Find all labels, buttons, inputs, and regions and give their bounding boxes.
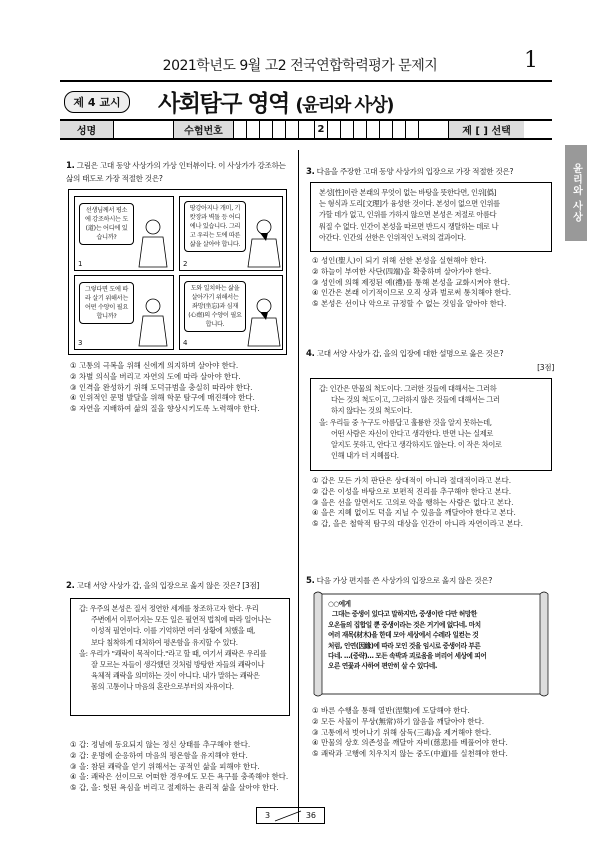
choice-4[interactable]: ④ 인간은 본래 이기적이므로 오직 상과 벌로써 통치해야 한다. <box>312 288 512 298</box>
info-spacer <box>419 121 449 138</box>
passage-line: 갑: 우주의 본성은 질서 정연한 세계를 창조하고자 한다. 우리 <box>79 604 259 613</box>
choice-2[interactable]: ② 갑은 이성을 바탕으로 보편적 진리를 추구해야 한다고 본다. <box>312 486 512 496</box>
exam-no-box[interactable] <box>273 121 286 138</box>
question-2-stem <box>66 580 292 593</box>
passage-line: 본성[性]이란 본래의 무엇이 없는 바탕을 뜻한다면, 인위[僞] <box>319 188 497 197</box>
exam-no-box[interactable] <box>328 121 341 138</box>
question-3-number: 3. <box>306 167 315 177</box>
passage-line: 는 형식과 도리[文理]가 융성한 것이다. 본성이 없으면 인위를 <box>319 199 500 209</box>
choice-3[interactable]: ③ 인격을 완성하기 위해 도덕규범을 충실히 따라야 한다. <box>70 382 253 392</box>
column-divider <box>298 150 299 822</box>
letter-line: ○○에게 <box>328 600 351 608</box>
letter-line: 오온들의 집합일 뿐 중생이라는 것은 거기에 없다네. 마치 <box>328 620 481 629</box>
passage-line: 이성적 필연이다. 이를 기억하면 여러 상황에 처했을 때, <box>91 626 256 636</box>
exam-no-box[interactable] <box>341 121 354 138</box>
interviewer-figure <box>135 296 171 348</box>
exam-no-box[interactable] <box>286 121 299 138</box>
footer-total: 36 <box>305 811 316 820</box>
choice-5[interactable]: ⑤ 쾌락과 고행에 치우치지 않는 중도(中道)를 실천해야 한다. <box>312 749 508 759</box>
question-1-cartoon <box>68 189 287 355</box>
passage-line: 보다 침착하게 대처하여 평온함을 유지할 수 있다. <box>91 637 238 647</box>
choice-3[interactable]: ③ 성인에 의해 제정된 예(禮)를 통해 본성을 교화시켜야 한다. <box>312 277 510 287</box>
passage-line: 워질 수 없다. 인간이 본성을 따르면 반드시 쟁탈하는 데로 나 <box>319 221 499 231</box>
choice-4[interactable]: ④ 만물의 상호 의존성을 깨달아 자비(慈悲)를 베풀어야 한다. <box>312 738 508 748</box>
question-1-stem <box>66 160 292 184</box>
choice-1[interactable]: ① 갑: 정념에 동요되지 않는 정신 상태를 추구해야 한다. <box>70 740 251 749</box>
panel-number: 2 <box>183 260 188 268</box>
exam-no-box[interactable] <box>247 121 260 138</box>
panel-number: 1 <box>78 260 83 268</box>
exam-no-box[interactable] <box>393 121 406 138</box>
exam-no-box[interactable] <box>260 121 273 138</box>
sage-figure <box>246 217 282 269</box>
header-rule <box>60 80 552 82</box>
question-4-points: [3점] <box>537 363 554 372</box>
candidate-info-bar <box>60 119 552 140</box>
choice-1[interactable]: ① 성인(聖人)이 되기 위해 선한 본성을 실현해야 한다. <box>312 256 487 265</box>
passage-line: 을: 우리가 "쾌락이 목적이다."라고 할 때, 여기서 쾌락은 우리를 <box>79 648 267 658</box>
question-5-letter <box>328 599 542 672</box>
passage-line: 하지 않다는 것의 척도이다. <box>331 406 413 416</box>
choice-3[interactable]: ③ 고통에서 벗어나기 위해 삼독(三毒)을 제거해야 한다. <box>312 727 492 737</box>
question-2-text: 고대 서양 사상가 갑, 을의 입장으로 옳지 않은 것은? [3점] <box>76 581 260 590</box>
name-field[interactable] <box>114 121 174 138</box>
question-4-stem <box>306 348 554 361</box>
choice-3[interactable]: ③ 을은 선을 알면서도 고의로 악을 행하는 사람은 없다고 본다. <box>312 497 514 507</box>
choice-4[interactable]: ④ 을: 쾌락은 선이므로 어떠한 경우에도 모든 욕구를 충족해야 한다. <box>70 772 289 782</box>
choice-3[interactable]: ③ 을: 참된 쾌락을 얻기 위해서는 공적인 삶을 피해야 한다. <box>70 761 260 771</box>
question-5-stem <box>306 575 554 588</box>
question-2-choices <box>70 740 294 794</box>
footer-page: 3 <box>265 811 271 820</box>
passage-line: 몸의 고통이나 마음의 혼란으로부터의 자유이다. <box>91 682 234 692</box>
subject-sub: (윤리와 사상) <box>295 95 394 116</box>
passage-line: 갑: 인간은 만물의 척도이다. 그러한 것들에 대해서는 그러하 <box>319 384 497 393</box>
question-1-text: 그림은 고대 동양 사상가의 가상 인터뷰이다. 이 사상가가 강조하는 삶의 태도로 가장 적절한 것은? <box>66 161 286 183</box>
passage-line: 어떤 사람은 자신이 안다고 생각한다. 반면 나는 실제로 <box>331 428 494 438</box>
question-4-passage <box>310 378 552 471</box>
question-4-text: 고대 서양 사상가 갑, 을의 입장에 대한 설명으로 옳은 것은? <box>316 349 504 358</box>
passage-line: 다는 것의 척도이고, 그러하지 않은 것들에 대해서는 그러 <box>331 395 500 405</box>
question-1-choices <box>70 361 294 415</box>
exam-no-separator <box>299 121 315 138</box>
passage-line: 아간다. 인간의 선한은 인위적인 노력의 결과이다. <box>319 232 466 242</box>
cartoon-panel-4 <box>179 275 283 350</box>
passage-line: 인해 내가 더 지혜롭다. <box>331 451 399 461</box>
cartoon-panel-3 <box>74 275 174 350</box>
exam-no-label: 수험번호 <box>174 121 234 138</box>
passage-line: 알지도 못하고, 안다고 생각하지도 않는다. 이 작은 차이로 <box>331 440 502 450</box>
passage-line: 가할 데가 없고, 인위를 가하지 않으면 본성은 저절로 아름다 <box>319 210 497 220</box>
choice-2[interactable]: ② 차별 의식을 버리고 자연의 도에 따라 살아야 한다. <box>70 371 241 381</box>
passage-line: 을: 우리들 중 누구도 아름답고 훌륭한 것을 알지 못하는데, <box>319 417 492 427</box>
exam-title: 2021학년도 9월 고2 전국연합학력평가 문제지 <box>162 58 438 74</box>
sage-figure <box>246 296 282 348</box>
question-1-number: 1. <box>66 161 75 171</box>
interviewer-figure <box>135 217 171 269</box>
name-label: 성명 <box>60 121 114 138</box>
page-number: 1 <box>524 48 538 73</box>
choice-1[interactable]: ① 고통의 극복을 위해 신에게 의지하며 살아야 한다. <box>70 361 239 370</box>
choice-2[interactable]: ② 갑: 운명에 순응하여 마음의 평온함을 유지해야 한다. <box>70 750 248 760</box>
passage-line: 잘 모르는 자들이 생각했던 것처럼 방탕한 자들의 쾌락이나 <box>91 660 265 670</box>
cartoon-panel-1 <box>74 196 174 271</box>
letter-line: 오른 연꽃과 사하여 편안히 살 수 있다네. <box>328 662 437 671</box>
exam-no-box[interactable] <box>406 121 419 138</box>
question-5-number: 5. <box>306 576 315 586</box>
choice-2[interactable]: ② 모든 사물이 무상(無常)하기 않음을 깨달아야 한다. <box>312 716 485 726</box>
question-3-text: 다음을 주장한 고대 동양 사상가의 입장으로 가장 적절한 것은? <box>316 167 514 176</box>
exam-no-box[interactable] <box>354 121 367 138</box>
question-4-choices <box>312 476 554 530</box>
select-label: 제 [ ] 선택 <box>449 121 524 138</box>
letter-line: 처럼, 인연(因緣)에 따라 모인 것을 임시로 중생이라 부른 <box>328 641 481 650</box>
footer-slash <box>273 809 303 823</box>
question-2-number: 2. <box>66 581 75 591</box>
choice-5[interactable]: ⑤ 본성은 선이나 악으로 규정할 수 없는 것임을 알아야 한다. <box>312 299 507 309</box>
panel-number: 3 <box>78 339 83 347</box>
exam-no-box[interactable] <box>380 121 393 138</box>
speech-bubble-4: 도와 일치하는 삶을 살아가기 위해서는 좌망(坐忘)과 심재(心齋)의 수양이 필요합니다. <box>184 281 246 332</box>
subject-main: 사회탐구 영역 <box>158 91 289 117</box>
question-3-choices <box>312 256 554 310</box>
choice-5[interactable]: ⑤ 갑, 을은 철학적 탐구의 대상을 인간이 아니라 자연이라고 본다. <box>312 519 523 529</box>
speech-bubble-3: 그렇다면 도에 따라 살기 위해서는 어떤 수양이 필요합니까? <box>79 282 134 324</box>
question-2-passage <box>70 598 290 716</box>
letter-line: 다네. …(중략)… 모든 속박과 괴로움을 버리어 세상에 피어 <box>328 652 487 661</box>
cartoon-panel-2 <box>179 196 283 271</box>
passage-line: 육체적 쾌락을 의미하는 것이 아니다. 내가 말하는 쾌락은 <box>91 671 260 681</box>
speech-bubble-1: 선생님께서 평소에 강조하시는 도(道)는 어디에 있습니까? <box>79 203 134 245</box>
letter-line: 여러 재목(材木)을 한데 모아 세상에서 수레라 일컫는 것 <box>328 631 479 640</box>
choice-4[interactable]: ④ 을은 지혜 없이도 덕을 지닐 수 있음을 깨달아야 한다고 본다. <box>312 508 516 518</box>
panel-number: 4 <box>183 339 188 347</box>
subject-side-tab: 윤리와 사상 <box>565 145 587 241</box>
speech-bubble-2: 땅강아지나 개미, 기왓장과 벽돌 등 어디에나 있습니다. 그리고 우리는 도에 따른 삶을 살아야 합니다. <box>184 201 246 252</box>
exam-no-box[interactable] <box>234 121 247 138</box>
exam-no-digit: 2 <box>315 121 328 138</box>
question-3-passage <box>310 182 552 252</box>
question-3-stem <box>306 166 554 179</box>
passage-line: 주변에서 이루어지는 모든 일은 필연적 법칙에 따라 일어나는 <box>91 615 271 625</box>
subject-title <box>158 85 393 118</box>
question-5-text: 다음 가상 편지를 쓴 사상가의 입장으로 옳지 않은 것은? <box>316 576 493 585</box>
choice-5[interactable]: ⑤ 갑, 을: 헛된 욕심을 버리고 절제하는 윤리적 삶을 살아야 한다. <box>70 783 279 793</box>
choice-1[interactable]: ① 갑은 모든 가치 판단은 상대적이 아니라 절대적이라고 본다. <box>312 476 512 485</box>
question-5-choices <box>312 706 554 760</box>
choice-1[interactable]: ① 바른 수행을 통해 열반(涅槃)에 도달해야 한다. <box>312 706 470 715</box>
period-label: 제 4 교시 <box>64 91 130 113</box>
choice-2[interactable]: ② 하늘이 부여한 사단(四端)을 확충하며 살아가야 한다. <box>312 266 492 276</box>
letter-line: 그대는 중생이 있다고 말하지만, 중생이란 다만 허망한 <box>332 610 477 619</box>
choice-5[interactable]: ⑤ 자연을 지배하여 삶의 질을 향상시키도록 노력해야 한다. <box>70 404 260 414</box>
page-footer <box>256 807 325 824</box>
choice-4[interactable]: ④ 인위적인 문명 발달을 위해 학문 탐구에 매진해야 한다. <box>70 393 255 403</box>
question-4-number: 4. <box>306 349 315 359</box>
exam-no-box[interactable] <box>367 121 380 138</box>
